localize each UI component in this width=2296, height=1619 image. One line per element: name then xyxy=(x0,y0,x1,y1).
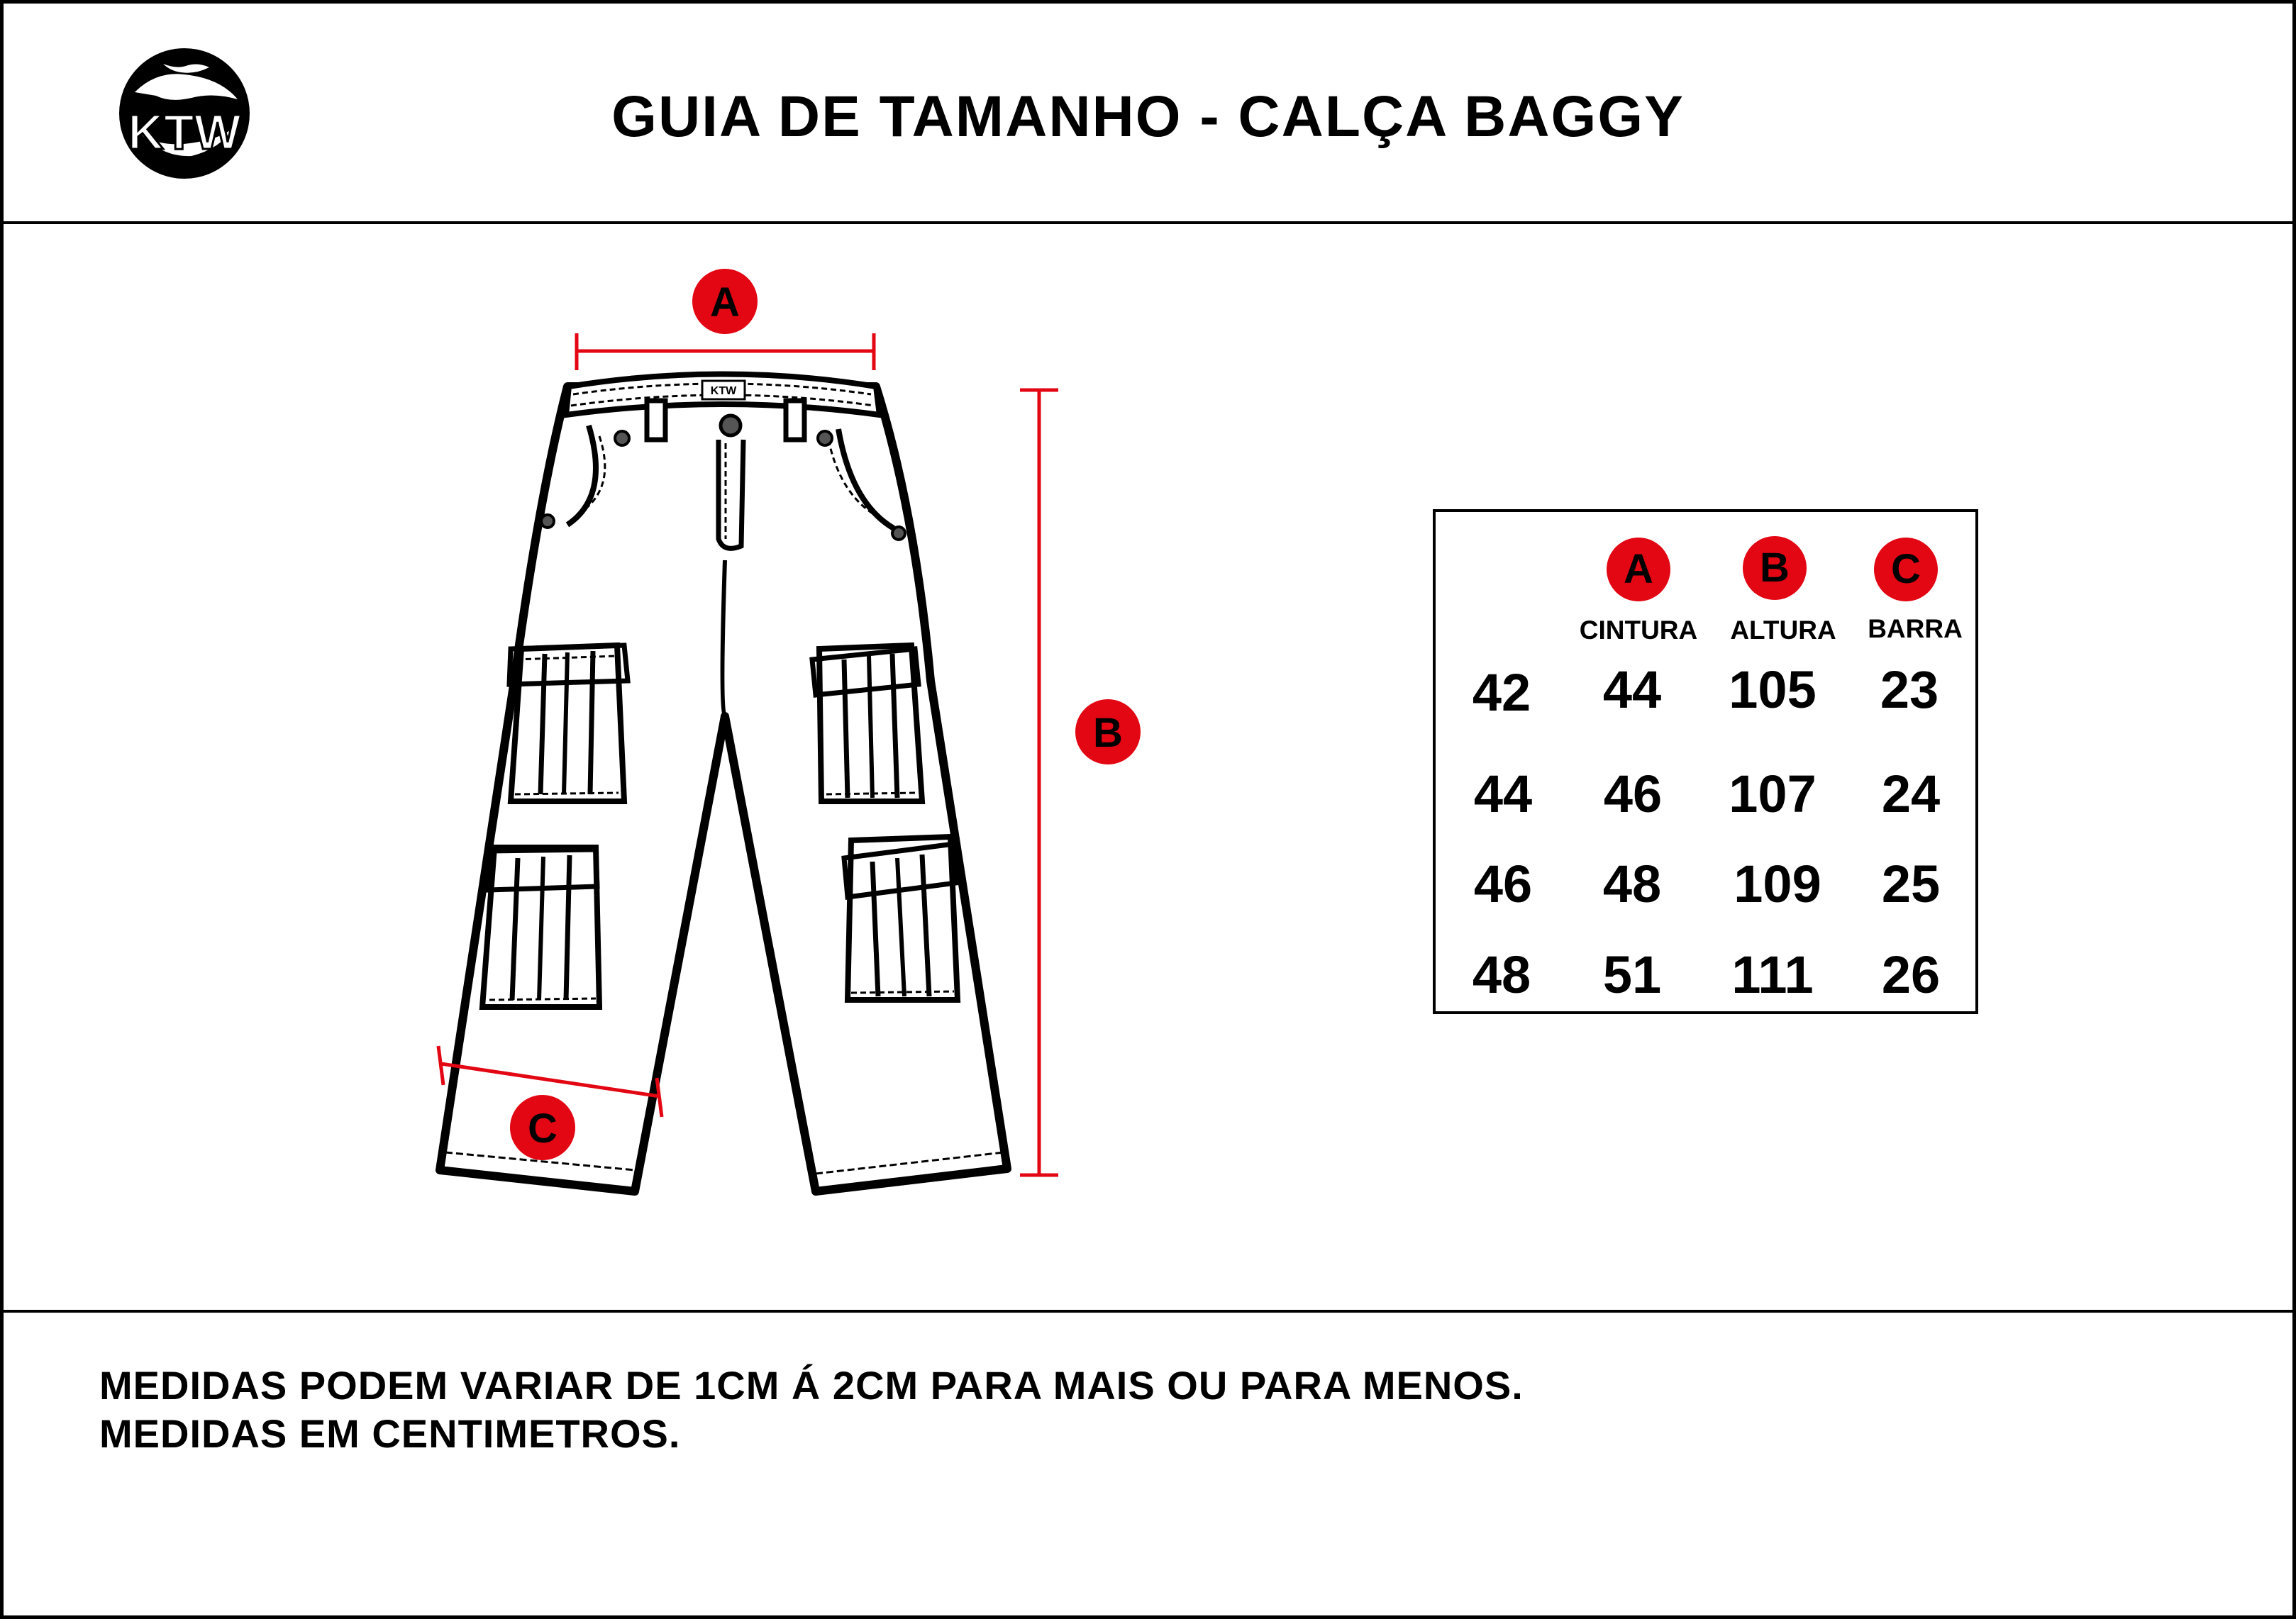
col-c-marker: C xyxy=(1874,538,1938,601)
waist-tag-text: KTW xyxy=(710,385,737,397)
col-b-marker: B xyxy=(1743,536,1807,600)
cintura-cell: 48 xyxy=(1602,855,1662,913)
size-cell: 44 xyxy=(1473,764,1533,823)
barra-cell: 25 xyxy=(1881,855,1941,913)
marker-a-label: A xyxy=(710,279,740,326)
barra-cell: 24 xyxy=(1881,764,1941,823)
altura-cell: 111 xyxy=(1731,945,1814,1004)
pants-diagram xyxy=(0,223,1206,1215)
marker-b-label: B xyxy=(1093,710,1123,756)
col-a-marker: A xyxy=(1607,538,1670,601)
height-measure-line xyxy=(1020,390,1058,1175)
page-title: GUIA DE TAMANHO - CALÇA BAGGY xyxy=(611,84,1685,149)
footer-notes xyxy=(99,1362,1524,1458)
size-table xyxy=(1433,509,1978,1014)
size-cell: 48 xyxy=(1472,945,1531,1004)
barra-cell: 23 xyxy=(1880,660,1939,719)
cintura-cell: 46 xyxy=(1603,764,1663,823)
cargo-pocket-left-upper xyxy=(509,645,628,801)
col-header-altura: ALTURA xyxy=(1730,616,1836,645)
altura-cell: 107 xyxy=(1729,764,1817,823)
cargo-pocket-left-lower xyxy=(482,847,599,1007)
cintura-cell: 44 xyxy=(1602,660,1662,719)
col-header-cintura: CINTURA xyxy=(1579,616,1698,645)
col-header-barra: BARRA xyxy=(1868,614,1963,643)
cintura-cell: 51 xyxy=(1602,945,1662,1004)
size-cell: 42 xyxy=(1472,663,1531,722)
size-cell: 46 xyxy=(1473,855,1533,913)
altura-cell: 109 xyxy=(1734,855,1821,913)
marker-c-label: C xyxy=(528,1106,558,1152)
altura-cell: 105 xyxy=(1729,660,1817,719)
logo-text: KTW xyxy=(128,104,241,160)
note-units: MEDIDAS EM CENTIMETROS. xyxy=(99,1411,681,1456)
waist-measure-line xyxy=(577,333,874,370)
barra-cell: 26 xyxy=(1881,945,1941,1004)
cargo-pocket-right-lower xyxy=(844,837,958,1000)
note-variation: MEDIDAS PODEM VARIAR DE 1CM Á 2CM PARA MAIS OU PARA MENOS. xyxy=(99,1363,1524,1408)
button-icon xyxy=(721,416,741,435)
cargo-pocket-right-upper xyxy=(812,645,922,801)
footer-divider xyxy=(0,1310,2296,1313)
